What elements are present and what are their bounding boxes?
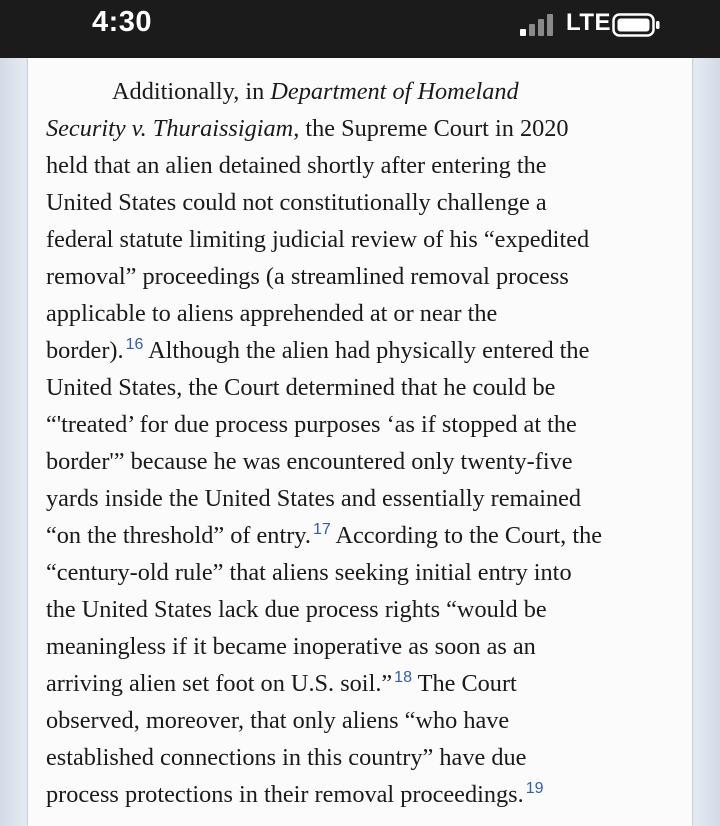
text-line <box>46 221 686 258</box>
text-segment: the United States lack due process rights “would be <box>46 596 547 623</box>
text-segment: , the Supreme Court in 2020 <box>293 115 569 142</box>
footnote-link-17[interactable]: 17 <box>312 521 331 538</box>
text-line <box>46 517 686 554</box>
right-margin <box>692 58 720 826</box>
text-segment: applicable to aliens apprehended at or near the <box>46 300 498 327</box>
status-time: 4:30 <box>92 6 153 38</box>
text-line <box>46 776 686 813</box>
network-type: LTE <box>566 9 612 36</box>
text-segment: Additionally, in <box>112 78 271 105</box>
case-name: Department of Homeland <box>270 78 519 105</box>
text-line <box>46 591 686 628</box>
text-line <box>46 110 686 147</box>
text-line <box>46 702 686 739</box>
text-line <box>46 406 686 443</box>
text-line <box>46 184 686 221</box>
text-line <box>46 369 686 406</box>
text-segment: arriving alien set foot on U.S. soil.” <box>46 670 393 697</box>
text-segment: border). <box>46 337 124 364</box>
text-segment: established connections in this country” have due <box>46 744 527 771</box>
left-margin <box>0 58 28 826</box>
text-segment: “'treated’ for due process purposes ‘as if stopped at the <box>46 411 577 438</box>
document-paragraph <box>46 73 686 813</box>
text-segment: “century-old rule” that aliens seeking initial entry into <box>46 559 572 586</box>
text-line <box>46 480 686 517</box>
text-line <box>46 554 686 591</box>
text-line <box>46 73 686 110</box>
text-line <box>46 443 686 480</box>
text-line <box>46 147 686 184</box>
text-segment: The Court <box>411 670 517 697</box>
text-segment: removal” proceedings (a streamlined removal process <box>46 263 569 290</box>
text-segment: yards inside the United States and essentially remained <box>46 485 582 512</box>
text-segment: held that an alien detained shortly after entering the <box>46 152 547 179</box>
battery-icon <box>612 12 662 43</box>
text-segment: United States could not constitutionally challenge a <box>46 189 547 216</box>
status-bar <box>0 0 720 58</box>
text-line <box>46 295 686 332</box>
footnote-link-16[interactable]: 16 <box>125 336 144 353</box>
text-segment: United States, the Court determined that he could be <box>46 374 556 401</box>
text-segment: border'” because he was encountered only twenty-five <box>46 448 573 475</box>
signal-icon <box>518 13 558 42</box>
text-segment: process protections in their removal proceedings. <box>46 781 524 808</box>
text-segment: “on the threshold” of entry. <box>46 522 311 549</box>
text-line <box>46 665 686 702</box>
text-line <box>46 628 686 665</box>
text-segment: meaningless if it became inoperative as soon as an <box>46 633 536 660</box>
text-segment: Although the alien had physically entered the <box>143 337 590 364</box>
text-line <box>46 332 686 369</box>
text-segment: observed, moreover, that only aliens “who have <box>46 707 510 734</box>
text-line <box>46 739 686 776</box>
text-segment: federal statute limiting judicial review of his “expedited <box>46 226 590 253</box>
text-line <box>46 258 686 295</box>
case-name: Security v. Thuraissigiam <box>46 115 294 142</box>
document-page <box>28 58 692 826</box>
footnote-link-19[interactable]: 19 <box>525 780 544 797</box>
footnote-link-18[interactable]: 18 <box>394 669 412 686</box>
text-segment: According to the Court, the <box>330 522 602 549</box>
